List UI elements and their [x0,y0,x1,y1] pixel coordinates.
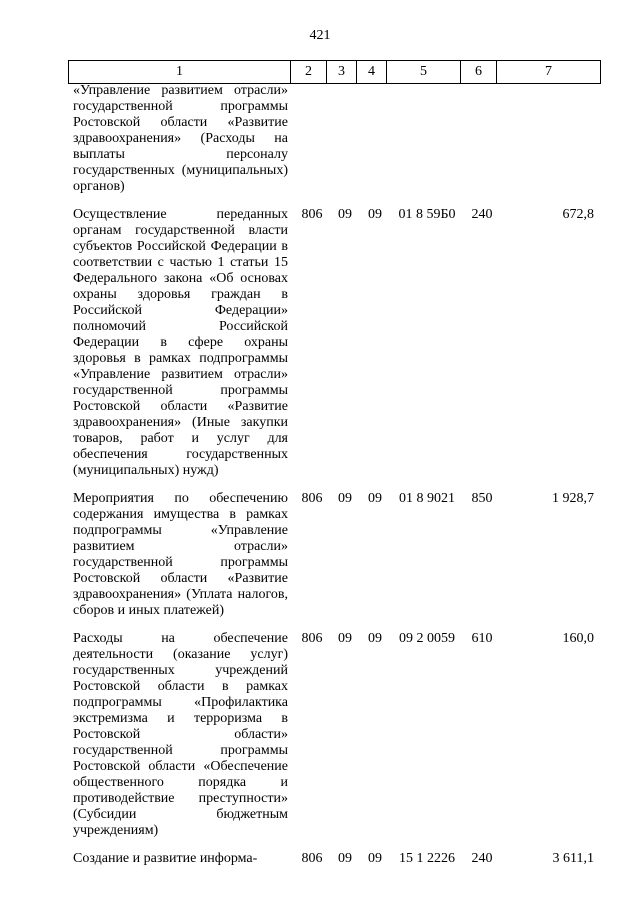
table-header [68,60,601,84]
row-description: Создание и развитие информа- [73,851,258,866]
row-amount: 1 928,7 [552,491,594,506]
row-target-code: 15 1 2226 [399,851,455,866]
row-ministry-code: 806 [301,631,323,646]
header-row [69,61,601,84]
row-amount: 672,8 [562,207,594,222]
header-col-2: 2 [291,61,327,84]
header-col-7: 7 [497,61,601,84]
row-section-code: 09 [338,631,352,646]
row-target-code: 01 8 59Б0 [398,207,456,222]
row-amount: 160,0 [562,631,594,646]
row-section-code: 09 [338,851,352,866]
table-row [68,631,600,839]
header-col-1: 1 [69,61,291,84]
row-description: «Управление развитием отрасли» государственной программы Ростовской области «Развитие здравоохранения» (Расходы на выплаты персоналу государственных (муниципальных) органов) [73,83,288,194]
row-expense-type: 240 [471,207,493,222]
table-row [68,851,600,867]
row-amount: 3 611,1 [552,851,594,866]
table-row [68,83,600,195]
row-expense-type: 240 [471,851,493,866]
row-ministry-code: 806 [301,851,323,866]
row-description: Осуществление переданных органам государственной власти субъектов Российской Федерации в соответствии с частью 1 статьи 15 Федерального закона «Об основах охраны здоровья граждан в Российской Федерации» полномочий Российской Федерации в сфере охраны здоровья в рамках подпрограммы «Управление развитием отрасли» государственной программы Ростовской области «Развитие здравоохранения» (Иные закупки товаров, работ и услуг для обеспечения государственных (муниципальных) нужд) [73,207,288,478]
row-subsection-code: 09 [368,207,382,222]
table-row [68,207,600,479]
table-row [68,491,600,619]
row-ministry-code: 806 [301,491,323,506]
row-expense-type: 610 [471,631,493,646]
table-body [68,83,600,867]
page-number: 421 [309,28,331,43]
row-description: Расходы на обеспечение деятельности (оказание услуг) государственных учреждений Ростовской области в рамках подпрограммы «Профилактика экстремизма и терроризма в Ростовской области» государственной программы Ростовской области «Обеспечение общественного порядка и противодействие преступности» (Субсидии бюджетным учреждениям) [73,631,288,838]
row-section-code: 09 [338,491,352,506]
header-col-3: 3 [327,61,357,84]
header-col-5: 5 [387,61,461,84]
row-ministry-code: 806 [301,207,323,222]
row-description: Мероприятия по обеспечению содержания имущества в рамках подпрограммы «Управление развитием отрасли» государственной программы Ростовской области «Развитие здравоохранения» (Уплата налогов, сборов и иных платежей) [73,491,288,618]
row-target-code: 01 8 9021 [399,491,455,506]
header-col-4: 4 [357,61,387,84]
row-expense-type: 850 [471,491,493,506]
row-subsection-code: 09 [368,631,382,646]
row-section-code: 09 [338,207,352,222]
row-subsection-code: 09 [368,491,382,506]
header-col-6: 6 [461,61,497,84]
row-target-code: 09 2 0059 [399,631,455,646]
row-subsection-code: 09 [368,851,382,866]
